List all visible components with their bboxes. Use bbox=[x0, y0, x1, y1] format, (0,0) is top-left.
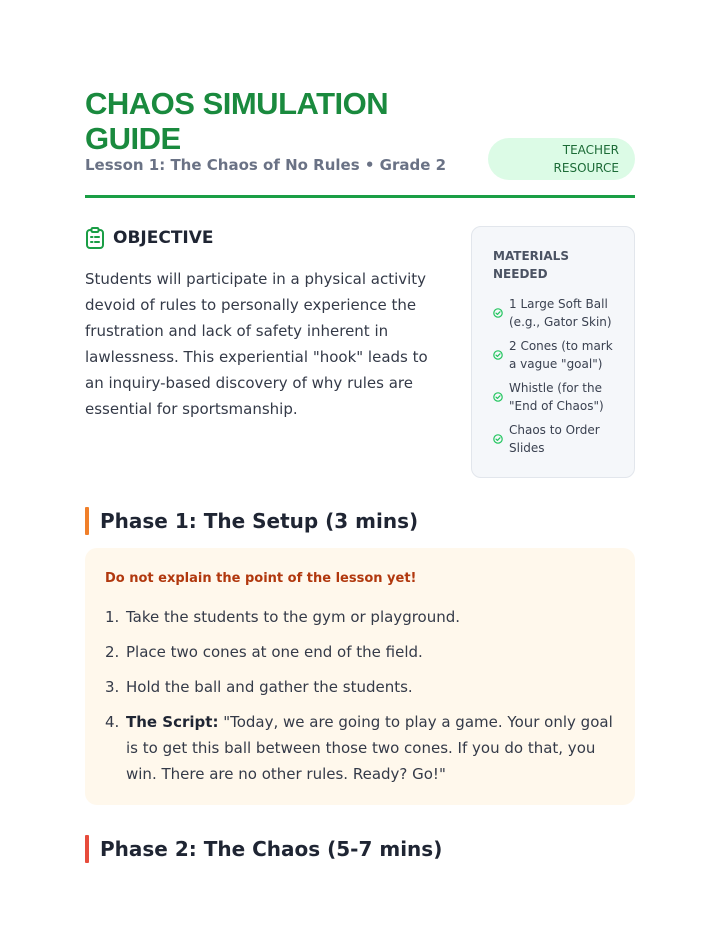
script-text: "Today, we are going to play a game. Your only goal is to get this ball between those two cones. If you do that, you win. There are no other rules. Ready? Go!" bbox=[126, 713, 613, 783]
phase-1-warning: Do not explain the point of the lesson yet! bbox=[105, 571, 417, 586]
materials-item bbox=[493, 295, 618, 331]
step-item bbox=[105, 639, 615, 665]
objective-text: Students will participate in a physical activity devoid of rules to personally experience the frustration and lack of safety inherent in lawlessness. This experiential "hook" leads to an inquiry-based discovery of why rules are essential for sportsmanship. bbox=[85, 270, 428, 418]
step-number: 4. bbox=[105, 713, 120, 731]
step-number: 1. bbox=[105, 608, 120, 626]
materials-item bbox=[493, 421, 618, 457]
step-item bbox=[105, 604, 615, 630]
phase-1-heading bbox=[85, 507, 418, 535]
materials-item bbox=[493, 379, 618, 415]
materials-list bbox=[493, 295, 618, 457]
step-text: Take the students to the gym or playground. bbox=[126, 608, 461, 626]
materials-item-label: Chaos to Order Slides bbox=[509, 423, 600, 455]
step-number: 3. bbox=[105, 678, 120, 696]
clipboard-icon bbox=[85, 227, 105, 249]
step-text: Place two cones at one end of the field. bbox=[126, 643, 423, 661]
step-text: Hold the ball and gather the students. bbox=[126, 678, 413, 696]
phase-2-heading bbox=[85, 835, 442, 863]
materials-item-label: 2 Cones (to mark a vague "goal") bbox=[509, 339, 613, 371]
materials-item-label: 1 Large Soft Ball (e.g., Gator Skin) bbox=[509, 297, 612, 329]
badge-line-2: RESOURCE bbox=[553, 161, 619, 175]
script-label: The Script: bbox=[126, 713, 219, 731]
phase-1-title: Phase 1: The Setup (3 mins) bbox=[100, 509, 419, 533]
step-text bbox=[126, 709, 615, 787]
check-circle-icon bbox=[493, 308, 503, 318]
step-item bbox=[105, 674, 615, 700]
step-item bbox=[105, 709, 615, 787]
guide-header bbox=[85, 86, 635, 198]
objective-heading-row bbox=[85, 226, 445, 250]
teacher-resource-badge bbox=[488, 138, 635, 180]
check-circle-icon bbox=[493, 392, 503, 402]
page-title: CHAOS SIMULATION GUIDE bbox=[85, 86, 389, 156]
materials-title: MATERIALS NEEDED bbox=[493, 249, 569, 281]
phase-1-card bbox=[85, 548, 635, 805]
materials-item bbox=[493, 337, 618, 373]
objective-section bbox=[85, 226, 445, 422]
check-circle-icon bbox=[493, 434, 503, 444]
check-circle-icon bbox=[493, 350, 503, 360]
phase-2-title: Phase 2: The Chaos (5-7 mins) bbox=[100, 837, 443, 861]
badge-line-1: TEACHER bbox=[562, 143, 619, 157]
materials-box bbox=[471, 226, 635, 478]
objective-heading: OBJECTIVE bbox=[113, 228, 214, 248]
materials-item-label: Whistle (for the "End of Chaos") bbox=[509, 381, 604, 413]
lesson-subtitle: Lesson 1: The Chaos of No Rules • Grade 2 bbox=[85, 156, 447, 174]
phase-1-steps bbox=[105, 604, 615, 787]
step-number: 2. bbox=[105, 643, 120, 661]
